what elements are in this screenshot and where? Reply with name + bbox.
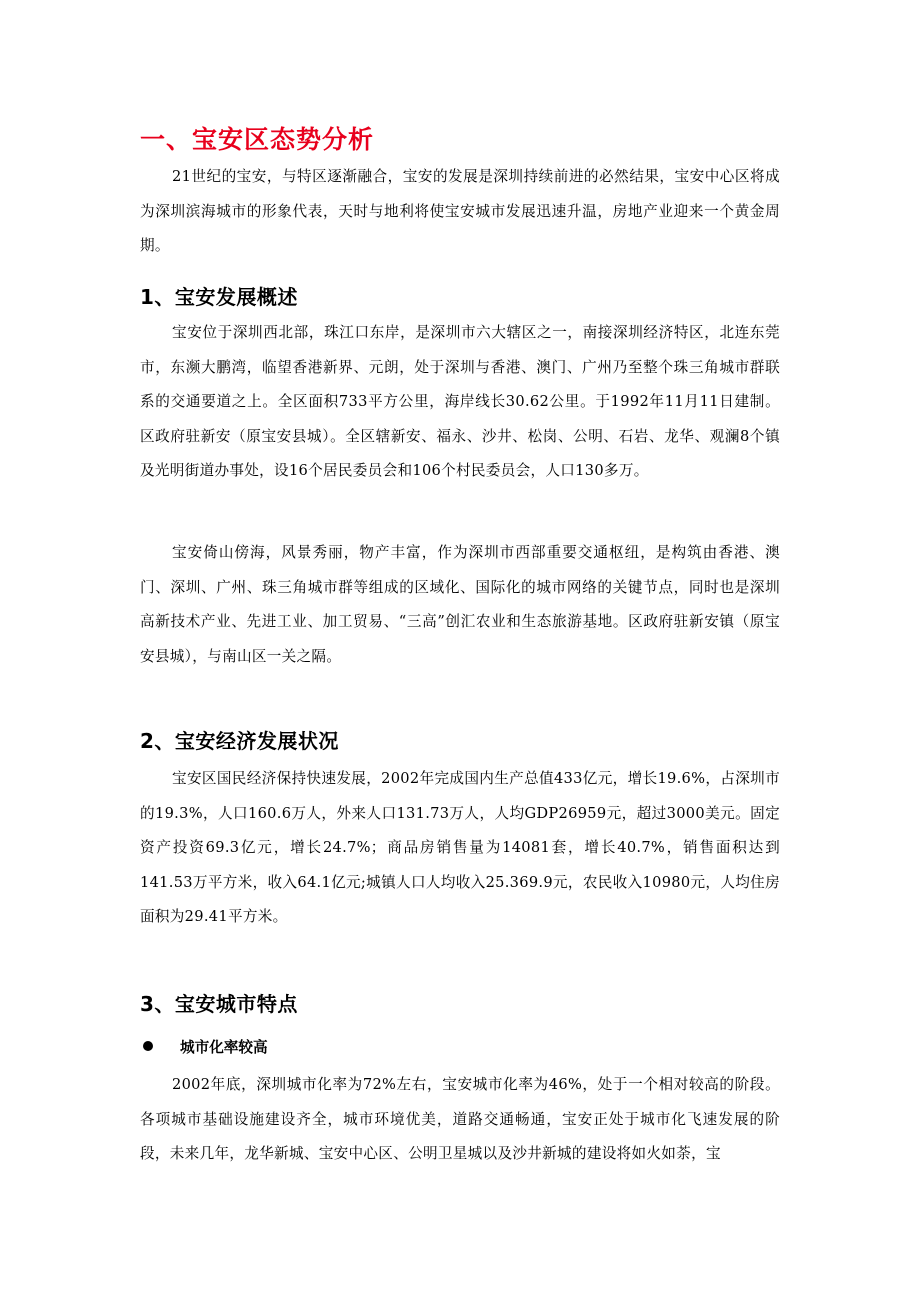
bullet-label: 城市化率较高: [180, 1038, 268, 1056]
economy-paragraph: 宝安区国民经济保持快速发展，2002年完成国内生产总值433亿元，增长19.6%，占深圳市的19.3%，人口160.6万人，外来人口131.73万人，人均GDP26959元，超过3000美元。固定资产投资69.3亿元，增长24.7%；商品房销售量为14081套，增长40.7%，销售面积达到141.53万平方米，收入64.1亿元;城镇人口人均收入25.369.9元，农民收入10980元，人均住房面积为29.41平方米。: [140, 770, 780, 925]
intro-paragraph: 21世纪的宝安，与特区逐渐融合，宝安的发展是深圳持续前进的必然结果，宝安中心区将成为深圳滨海城市的形象代表，天时与地利将使宝安城市发展迅速升温，房地产业迎来一个黄金周期。: [140, 168, 780, 254]
page-title: 一、宝安区态势分析: [140, 125, 375, 154]
overview-paragraph-1: 宝安位于深圳西北部，珠江口东岸，是深圳市六大辖区之一，南接深圳经济特区，北连东莞市，东濒大鹏湾，临望香港新界、元朗，处于深圳与香港、澳门、广州乃至整个珠三角城市群联系的交通要道之上。全区面积733平方公里，海岸线长30.62公里。于1992年11月11日建制。区政府驻新安（原宝安县城）。全区辖新安、福永、沙井、松岗、公明、石岩、龙华、观澜8个镇及光明街道办事处，设16个居民委员会和106个村民委员会，人口130多万。: [140, 324, 780, 479]
section-heading-city-features: 3、宝安城市特点: [140, 992, 298, 1016]
bullet-dot-icon: [143, 1041, 153, 1051]
overview-paragraph-2: 宝安倚山傍海，风景秀丽，物产丰富，作为深圳市西部重要交通枢纽，是构筑由香港、澳门、深圳、广州、珠三角城市群等组成的区域化、国际化的城市网络的关键节点，同时也是深圳高新技术产业、先进工业、加工贸易、“三高”创汇农业和生态旅游基地。区政府驻新安镇（原宝安县城），与南山区一关之隔。: [140, 544, 780, 665]
section-heading-overview: 1、宝安发展概述: [140, 285, 298, 309]
bullet-item: [140, 1034, 268, 1058]
section-heading-economy: 2、宝安经济发展状况: [140, 729, 339, 753]
city-features-paragraph: 2002年底，深圳城市化率为72%左右，宝安城市化率为46%，处于一个相对较高的阶段。各项城市基础设施建设齐全，城市环境优美，道路交通畅通，宝安正处于城市化飞速发展的阶段，未来几年，龙华新城、宝安中心区、公明卫星城以及沙井新城的建设将如火如荼，宝: [140, 1076, 780, 1162]
